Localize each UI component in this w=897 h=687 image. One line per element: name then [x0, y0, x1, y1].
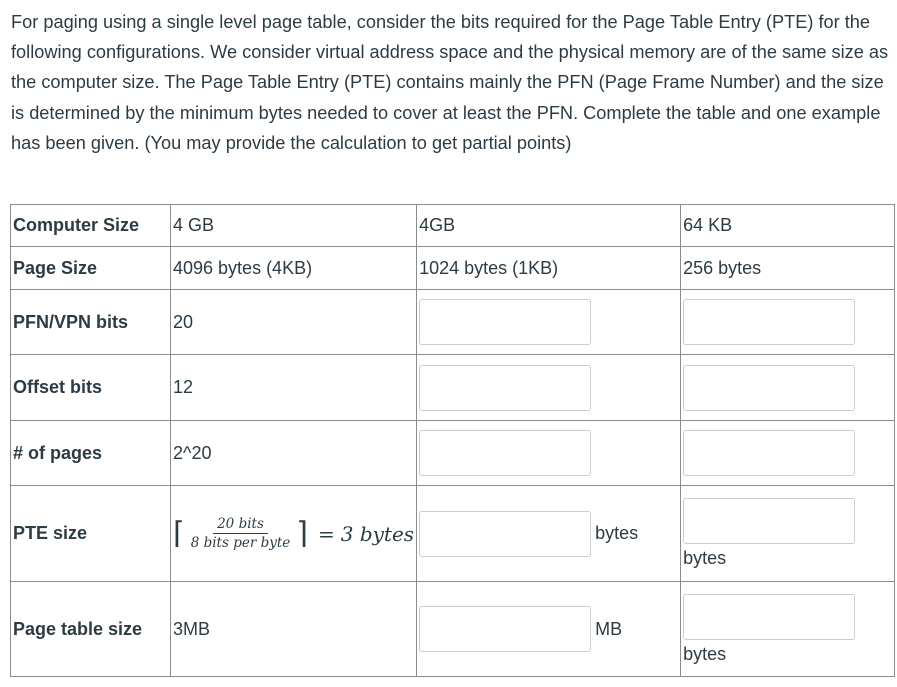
- question-text: For paging using a single level page table, consider the bits required for the Page Table Entry (PTE) for the following configurations. We consider virtual address space and the physical memory are of the same size as the computer size. The Page Table Entry (PTE) contains mainly the PFN (Page Frame Number) and the size is determined by the minimum bytes needed to cover at least the PFN. Complete the table and one example has been given. (You may provide the calculation to get partial points): [11, 12, 889, 153]
- row-page-size: [11, 247, 895, 290]
- pte-table: [10, 204, 895, 677]
- label-pfn-vpn-bits: PFN/VPN bits: [11, 290, 171, 355]
- label-computer-size: Computer Size: [11, 205, 171, 247]
- col3-pfn-vpn-cell: [681, 290, 895, 355]
- col3-page-table-unit: bytes: [683, 643, 727, 664]
- example-page-table-size: 3MB: [171, 582, 417, 677]
- fraction-numerator: 20 bits: [213, 516, 268, 534]
- pte-result: 3 bytes: [340, 521, 415, 546]
- example-pfn-vpn-bits: 20: [171, 290, 417, 355]
- row-page-table-size: [11, 582, 895, 677]
- col3-computer-size: 64 KB: [681, 205, 895, 247]
- col2-computer-size: 4GB: [417, 205, 681, 247]
- fraction-denominator: 8 bits per byte: [190, 535, 291, 551]
- col2-pte-cell: [417, 486, 681, 582]
- col2-pte-input[interactable]: [419, 511, 591, 557]
- col2-pages-cell: [417, 421, 681, 486]
- col3-offset-cell: [681, 355, 895, 421]
- pte-calculation: [173, 516, 414, 551]
- col3-pfn-vpn-input[interactable]: [683, 299, 855, 345]
- row-pte-size: [11, 486, 895, 582]
- row-computer-size: [11, 205, 895, 247]
- col2-offset-cell: [417, 355, 681, 421]
- row-offset-bits: [11, 355, 895, 421]
- col2-pt-cell: [417, 582, 681, 677]
- example-offset-bits: 12: [171, 355, 417, 421]
- col3-page-size: 256 bytes: [681, 247, 895, 290]
- col3-pte-input[interactable]: [683, 498, 855, 544]
- col3-pt-cell: [681, 582, 895, 677]
- ceiling-left-bracket: ⌈: [173, 515, 185, 551]
- label-num-pages: # of pages: [11, 421, 171, 486]
- col2-pages-input[interactable]: [419, 430, 591, 476]
- pte-fraction: [187, 516, 295, 551]
- col2-pfn-vpn-input[interactable]: [419, 299, 591, 345]
- row-num-pages: [11, 421, 895, 486]
- label-pte-size: PTE size: [11, 486, 171, 582]
- col3-pages-cell: [681, 421, 895, 486]
- col3-pages-input[interactable]: [683, 430, 855, 476]
- col3-pte-unit: bytes: [683, 548, 727, 568]
- example-page-size: 4096 bytes (4KB): [171, 247, 417, 290]
- example-pte-size: [171, 486, 417, 582]
- col2-page-table-unit: MB: [595, 618, 623, 639]
- col3-offset-input[interactable]: [683, 365, 855, 411]
- col2-pfn-vpn-cell: [417, 290, 681, 355]
- example-computer-size: 4 GB: [171, 205, 417, 247]
- equals-sign: =: [317, 521, 335, 546]
- row-pfn-vpn-bits: [11, 290, 895, 355]
- label-page-table-size: Page table size: [11, 582, 171, 677]
- col2-offset-input[interactable]: [419, 365, 591, 411]
- label-offset-bits: Offset bits: [11, 355, 171, 421]
- col2-pte-unit: bytes: [595, 523, 639, 543]
- col2-page-table-input[interactable]: [419, 606, 591, 652]
- ceiling-right-bracket: ⌉: [296, 515, 308, 551]
- example-num-pages: 2^20: [171, 421, 417, 486]
- col3-page-table-input[interactable]: [683, 594, 855, 640]
- label-page-size: Page Size: [11, 247, 171, 290]
- col3-pte-cell: [681, 486, 895, 582]
- col2-page-size: 1024 bytes (1KB): [417, 247, 681, 290]
